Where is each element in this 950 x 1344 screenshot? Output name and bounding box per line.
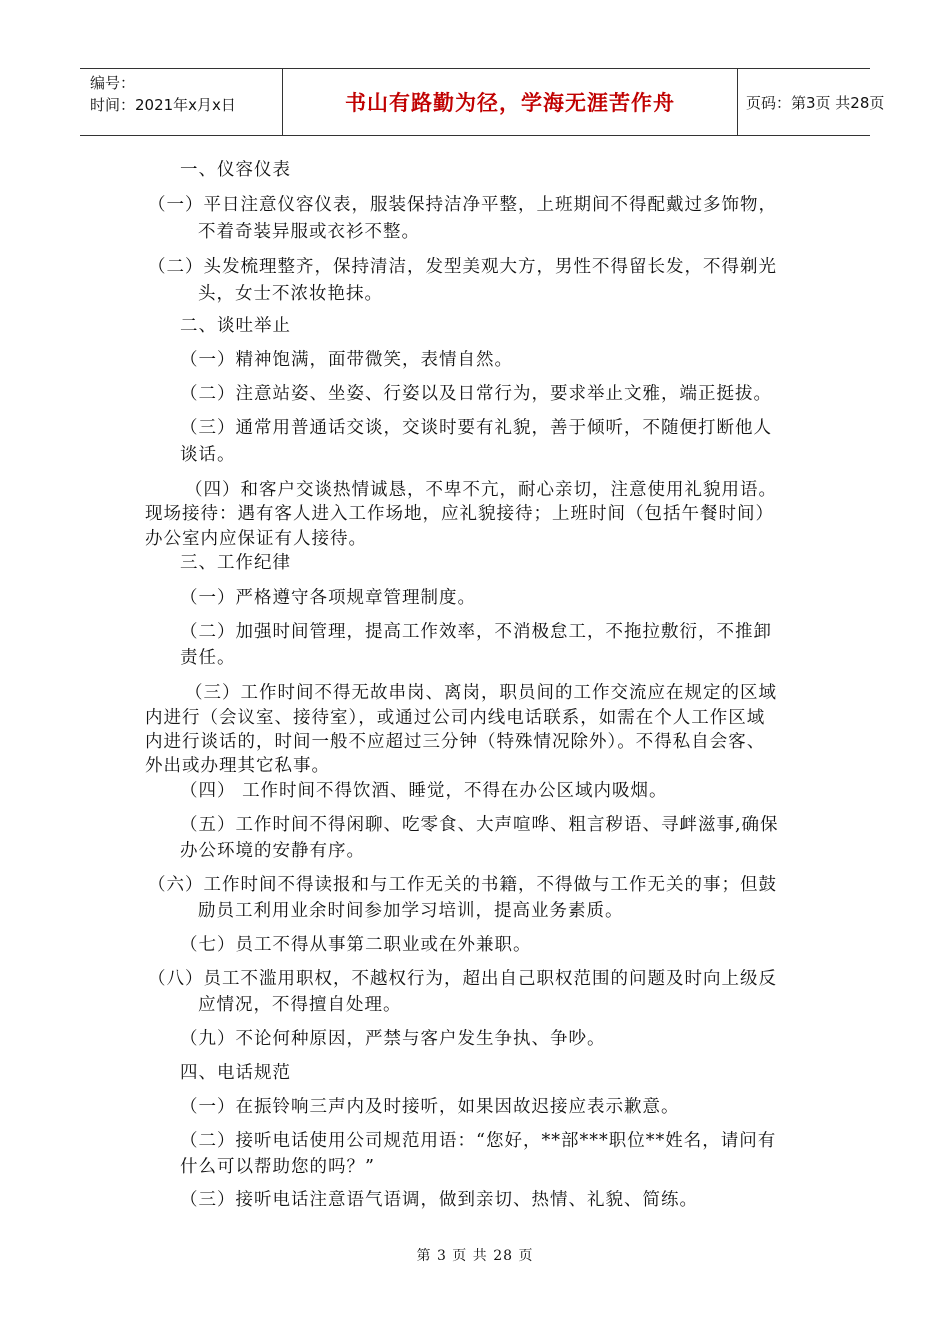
paragraph-line: 现场接待：遇有客人进入工作场地，应礼貌接待；上班时间（包括午餐时间） bbox=[145, 504, 774, 524]
paragraph-line: 不着奇装异服或衣衫不整。 bbox=[198, 222, 420, 242]
paragraph-line: （三）工作时间不得无故串岗、离岗，职员间的工作交流应在规定的区域 bbox=[185, 683, 777, 703]
paragraph-line: （八）员工不滥用职权，不越权行为，超出自己职权范围的问题及时向上级反 bbox=[148, 969, 777, 989]
paragraph-line: 内进行谈话的，时间一般不应超过三分钟（特殊情况除外）。不得私自会客、 bbox=[145, 732, 766, 752]
paragraph-line: （一）平日注意仪容仪表，服装保持洁净平整，上班期间不得配戴过多饰物， bbox=[148, 195, 777, 215]
paragraph-line: 办公室内应保证有人接待。 bbox=[145, 529, 367, 549]
section-heading: 一、仪容仪表 bbox=[180, 160, 291, 180]
paragraph-line: 什么可以帮助您的吗？” bbox=[180, 1157, 375, 1177]
time-label: 时间：2021年x月x日 bbox=[90, 96, 236, 114]
paragraph-line: （一）在振铃响三声内及时接听，如果因故迟接应表示歉意。 bbox=[180, 1097, 680, 1117]
paragraph-line: （四） 工作时间不得饮酒、睡觉，不得在办公区域内吸烟。 bbox=[180, 781, 668, 801]
paragraph-line: 责任。 bbox=[180, 648, 236, 668]
header-page-label: 页码：第3页 共28页 bbox=[746, 93, 885, 112]
paragraph-line: （二）注意站姿、坐姿、行姿以及日常行为，要求举止文雅，端正挺拔。 bbox=[180, 384, 772, 404]
section-heading: 三、工作纪律 bbox=[180, 553, 291, 573]
paragraph-line: （六）工作时间不得读报和与工作无关的书籍，不得做与工作无关的事；但鼓 bbox=[148, 875, 777, 895]
paragraph-line: 应情况，不得擅自处理。 bbox=[198, 995, 402, 1015]
paragraph-line: （二）接听电话使用公司规范用语：“您好，**部***职位**姓名，请问有 bbox=[180, 1131, 777, 1151]
paragraph-line: （七）员工不得从事第二职业或在外兼职。 bbox=[180, 935, 532, 955]
paragraph-line: （二）头发梳理整齐，保持清洁，发型美观大方，男性不得留长发，不得剃光 bbox=[148, 257, 777, 277]
paragraph-line: 内进行（会议室、接待室），或通过公司内线电话联系，如需在个人工作区域 bbox=[145, 708, 766, 728]
paragraph-line: （三）通常用普通话交谈，交谈时要有礼貌，善于倾听，不随便打断他人 bbox=[180, 418, 772, 438]
paragraph-line: 谈话。 bbox=[180, 445, 236, 465]
paragraph-line: （三）接听电话注意语气语调，做到亲切、热情、礼貌、简练。 bbox=[180, 1190, 698, 1210]
paragraph-line: （一）严格遵守各项规章管理制度。 bbox=[180, 588, 476, 608]
paragraph-line: （五）工作时间不得闲聊、吃零食、大声喧哗、粗言秽语、寻衅滋事,确保 bbox=[180, 815, 779, 835]
paragraph-line: （四）和客户交谈热情诚恳，不卑不亢，耐心亲切，注意使用礼貌用语。 bbox=[185, 480, 777, 500]
header-motto: 书山有路勤为径，学海无涯苦作舟 bbox=[283, 69, 738, 135]
paragraph-line: （一）精神饱满，面带微笑，表情自然。 bbox=[180, 350, 513, 370]
paragraph-line: （九）不论何种原因，严禁与客户发生争执、争吵。 bbox=[180, 1029, 606, 1049]
page-header bbox=[80, 68, 885, 136]
number-label: 编号： bbox=[90, 74, 136, 92]
section-heading: 二、谈吐举止 bbox=[180, 316, 291, 336]
header-meta bbox=[80, 69, 283, 135]
page-footer: 第 3 页 共 28 页 bbox=[416, 1248, 534, 1264]
paragraph-line: （二）加强时间管理，提高工作效率，不消极怠工，不拖拉敷衍，不推卸 bbox=[180, 622, 772, 642]
paragraph-line: 头，女士不浓妆艳抹。 bbox=[198, 284, 383, 304]
section-heading: 四、电话规范 bbox=[180, 1063, 291, 1083]
paragraph-line: 外出或办理其它私事。 bbox=[145, 756, 330, 776]
paragraph-line: 办公环境的安静有序。 bbox=[180, 841, 365, 861]
paragraph-line: 励员工利用业余时间参加学习培训，提高业务素质。 bbox=[198, 901, 624, 921]
